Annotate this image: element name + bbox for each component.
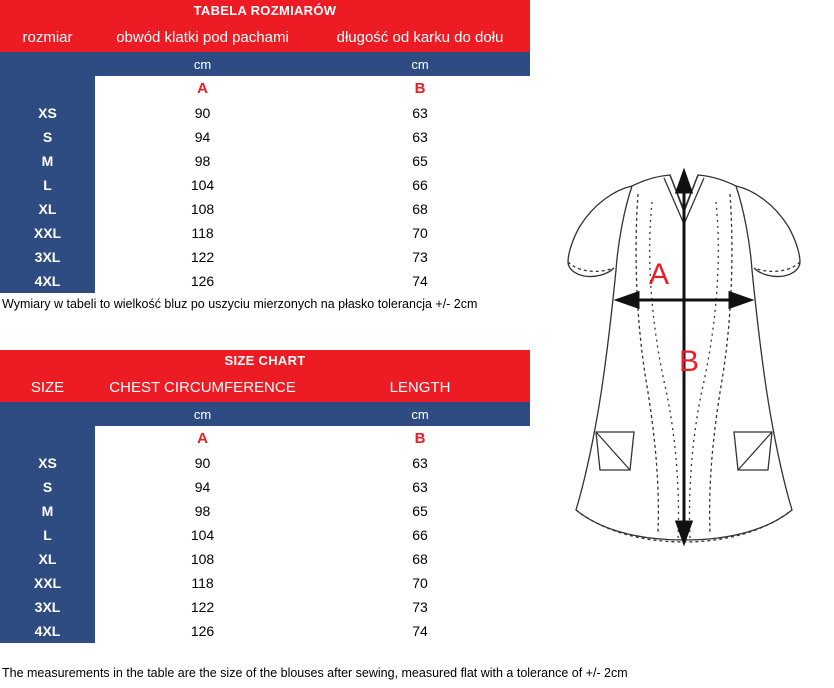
cell-chest: 122 — [190, 249, 215, 265]
cell-size: 3XL — [0, 595, 95, 619]
cell-size: XXL — [0, 571, 95, 595]
cell-size: S — [0, 475, 95, 499]
cell-length: 68 — [412, 201, 428, 217]
cell-size: XS — [0, 101, 95, 125]
header-size-polish: rozmiar — [22, 28, 73, 46]
cell-chest: 108 — [190, 551, 215, 567]
cell-length: 70 — [412, 225, 428, 241]
cell-length: 70 — [412, 575, 428, 591]
table-row — [0, 173, 530, 197]
cell-chest: 122 — [190, 599, 215, 615]
cell-size: 4XL — [0, 619, 95, 643]
table-row — [0, 125, 530, 149]
cell-chest: 108 — [190, 201, 215, 217]
size-chart-polish — [0, 0, 530, 312]
table-row — [0, 245, 530, 269]
header-size-english: SIZE — [30, 378, 65, 396]
cell-size: XXL — [0, 221, 95, 245]
mark-b-english: B — [414, 430, 426, 447]
cell-size: XS — [0, 451, 95, 475]
unit-length-english: cm — [411, 406, 429, 422]
table-row — [0, 221, 530, 245]
unit-chest-polish: cm — [193, 56, 212, 72]
chart-unit-row-polish — [0, 52, 530, 76]
cell-chest: 94 — [194, 129, 211, 145]
cell-chest: 126 — [190, 273, 215, 289]
chart-mark-row-polish — [0, 76, 530, 101]
chart-header-row-polish — [0, 22, 530, 52]
cell-chest: 118 — [191, 575, 214, 591]
header-length-english: LENGTH — [389, 378, 451, 396]
cell-size: XL — [0, 547, 95, 571]
cell-chest: 126 — [190, 623, 215, 639]
cell-chest: 98 — [194, 503, 211, 519]
cell-chest: 90 — [194, 105, 211, 121]
cell-length: 66 — [412, 527, 428, 543]
table-row — [0, 619, 530, 643]
table-row — [0, 197, 530, 221]
cell-size: 4XL — [0, 269, 95, 293]
illustration-label-b: B — [679, 345, 700, 378]
header-length-polish: długość od karku do dołu — [336, 28, 504, 46]
cell-length: 65 — [412, 503, 428, 519]
chart-title-polish: TABELA ROZMIARÓW — [0, 0, 530, 22]
table-row — [0, 101, 530, 125]
header-chest-polish: obwód klatki pod pachami — [116, 28, 289, 46]
cell-length: 63 — [412, 479, 428, 495]
cell-chest: 94 — [194, 479, 211, 495]
table-row — [0, 149, 530, 173]
cell-chest: 104 — [190, 177, 215, 193]
table-row — [0, 269, 530, 293]
cell-length: 65 — [412, 153, 428, 169]
chart-note-polish: Wymiary w tabeli to wielkość bluz po uszyciu mierzonych na płasko tolerancja +/- 2cm — [2, 297, 478, 311]
cell-chest: 104 — [190, 527, 215, 543]
chart-title-english: SIZE CHART — [0, 350, 530, 372]
cell-size: L — [0, 173, 95, 197]
cell-chest: 118 — [191, 225, 214, 241]
mark-size-polish — [0, 76, 95, 101]
mark-a-polish: A — [197, 80, 208, 97]
table-row — [0, 595, 530, 619]
cell-length: 66 — [412, 177, 428, 193]
table-row — [0, 523, 530, 547]
chart-mark-row-english — [0, 426, 530, 451]
cell-size: XL — [0, 197, 95, 221]
cell-length: 73 — [412, 249, 428, 265]
table-row — [0, 451, 530, 475]
cell-length: 73 — [412, 599, 428, 615]
cell-length: 63 — [412, 105, 428, 121]
cell-chest: 98 — [194, 153, 211, 169]
cell-length: 63 — [412, 455, 428, 471]
mark-size-english — [0, 426, 95, 451]
unit-chest-english: cm — [193, 406, 212, 422]
cell-chest: 90 — [194, 455, 211, 471]
cell-size: L — [0, 523, 95, 547]
header-chest-english: CHEST CIRCUMFERENCE — [109, 378, 296, 396]
cell-size: 3XL — [0, 245, 95, 269]
cell-size: S — [0, 125, 95, 149]
table-row — [0, 499, 530, 523]
cell-size: M — [0, 499, 95, 523]
cell-length: 68 — [412, 551, 428, 567]
cell-length: 63 — [412, 129, 428, 145]
cell-length: 74 — [412, 273, 428, 289]
illustration-label-a: A — [649, 258, 670, 291]
size-chart-english — [0, 350, 530, 643]
chart-note-english: The measurements in the table are the size of the blouses after sewing, measured flat with a tolerance of +/- 2cm — [2, 666, 628, 680]
table-row — [0, 571, 530, 595]
chart-unit-row-english — [0, 402, 530, 426]
chart-header-row-english — [0, 372, 530, 402]
table-row — [0, 475, 530, 499]
cell-length: 74 — [412, 623, 428, 639]
garment-illustration — [534, 150, 834, 570]
table-row — [0, 547, 530, 571]
unit-length-polish: cm — [411, 56, 429, 72]
mark-a-english: A — [197, 430, 208, 447]
cell-size: M — [0, 149, 95, 173]
mark-b-polish: B — [414, 80, 426, 97]
